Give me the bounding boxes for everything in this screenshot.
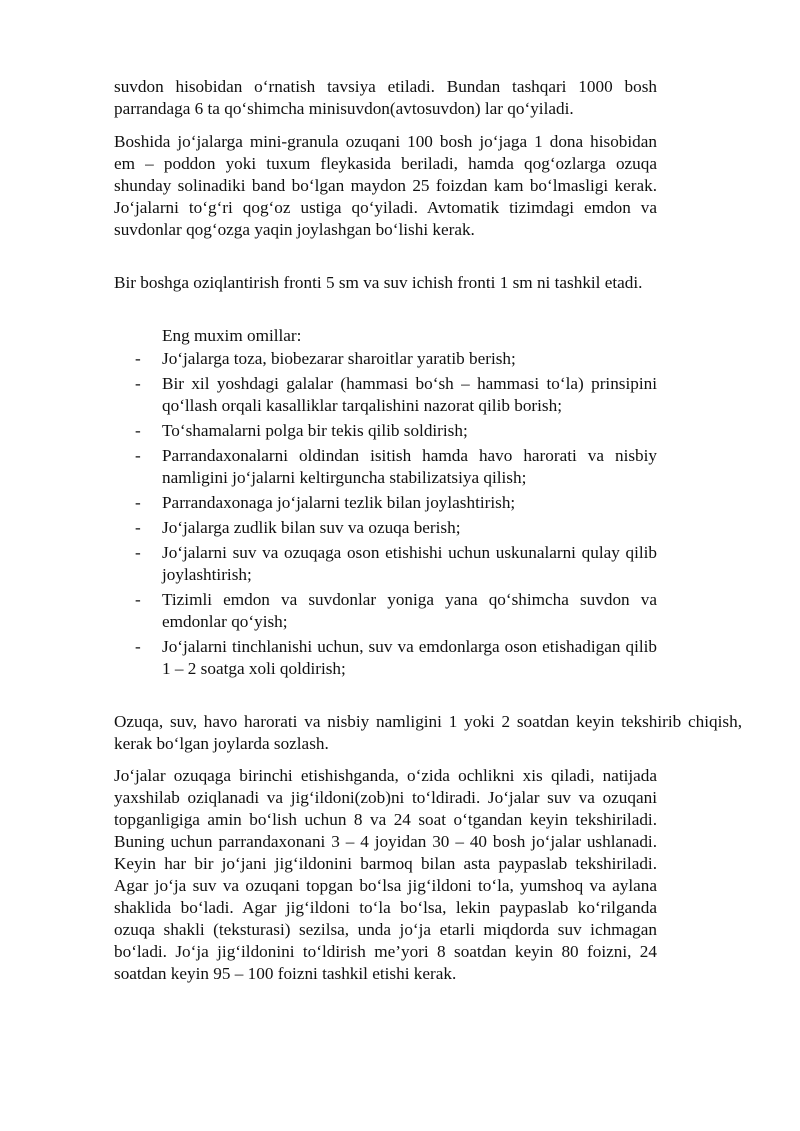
list-item <box>114 445 657 489</box>
list-marker: - <box>135 543 141 562</box>
list-marker: - <box>135 493 141 512</box>
list-marker: - <box>135 637 141 656</box>
list-item-text: Parrandaxonaga jo‘jalarni tezlik bilan joylashtirish; <box>162 493 516 512</box>
list-item <box>114 492 657 514</box>
list-item-text: Parrandaxonalarni oldindan isitish hamda havo harorati va nisbiy namligini jo‘jalarni keltirguncha stabilizatsiya qilish; <box>162 446 657 487</box>
paragraph-feeding-front: Bir boshga oziqlantirish fronti 5 sm va suv ichish fronti 1 sm ni tashkil etadi. <box>114 273 643 292</box>
paragraph-feeding: Boshida jo‘jalarga mini-granula ozuqani 100 bosh jo‘jaga 1 dona hisobidan em – poddon yoki tuxum fleykasida beriladi, hamda qog‘ozlarga ozuqa shunday solinadiki band bo‘lgan maydon 25 foizdan kam bo‘lmasligi kerak. Jo‘jalarni to‘g‘ri qog‘oz ustiga qo‘yiladi. Avtomatik tizimdagi emdon va suvdonlar qog‘ozga yaqin joylashgan bo‘lishi kerak. <box>114 132 657 239</box>
list-heading: Eng muxim omillar: <box>162 326 302 345</box>
list-item-text: Tizimli emdon va suvdonlar yoniga yana qo‘shimcha suvdon va emdonlar qo‘yish; <box>162 590 657 631</box>
list-marker: - <box>135 421 141 440</box>
paragraph-continuation: suvdon hisobidan o‘rnatish tavsiya etiladi. Bundan tashqari 1000 bosh parrandaga 6 ta qo‘shimcha minisuvdon(avtosuvdon) lar qo‘yiladi. <box>114 77 657 118</box>
list-item-text: To‘shamalarni polga bir tekis qilib soldirish; <box>162 421 468 440</box>
list-item-text: Jo‘jalarni tinchlanishi uchun, suv va emdonlarga oson etishadigan qilib 1 – 2 soatga xoli qoldirish; <box>162 637 657 678</box>
list-item-text: Bir xil yoshdagi galalar (hammasi bo‘sh – hammasi to‘la) prinsipini qo‘llash orqali kasalliklar tarqalishini nazorat qilib borish; <box>162 374 657 415</box>
list-item <box>114 420 657 442</box>
list-item-text: Jo‘jalarga zudlik bilan suv va ozuqa berish; <box>162 518 461 537</box>
list-item <box>114 348 657 370</box>
key-factors-list <box>114 348 657 683</box>
list-item-text: Jo‘jalarga toza, biobezarar sharoitlar yaratib berish; <box>162 349 516 368</box>
list-marker: - <box>135 446 141 465</box>
list-marker: - <box>135 374 141 393</box>
paragraph-crop-check: Jo‘jalar ozuqaga birinchi etishishganda, o‘zida ochlikni xis qiladi, natijada yaxshilab oziqlanadi va jig‘ildoni(zob)ni to‘ldiradi. Jo‘jalar suv va ozuqani topganligiga amin bo‘lish uchun 8 va 24 soat o‘tgandan keyin tekshiriladi. Buning uchun parrandaxonani 3 – 4 joyidan 30 – 40 bosh jo‘jalar ushlanadi. Keyin har bir jo‘jani jig‘ildonini barmoq bilan asta paypaslab tekshiriladi. Agar jo‘ja suv va ozuqani topgan bo‘lsa jig‘ildoni to‘la, yumshoq va aylana shaklida bo‘ladi. Agar jig‘ildoni to‘la bo‘lsa, lekin paypaslab ko‘rilganda ozuqa shakli (teksturasi) sezilsa, unda jo‘ja etarli miqdorda suv ichmagan bo‘ladi. Jo‘ja jig‘ildonini to‘ldirish me’yori 8 soatdan keyin 80 foizni, 24 soatdan keyin 95 – 100 foizni tashkil etishi kerak. <box>114 766 657 983</box>
list-item <box>114 373 657 417</box>
list-item <box>114 589 657 633</box>
list-item <box>114 517 657 539</box>
list-item-text: Jo‘jalarni suv va ozuqaga oson etishishi uchun uskunalarni qulay qilib joylashtirish; <box>162 543 657 584</box>
list-item <box>114 542 657 586</box>
list-marker: - <box>135 518 141 537</box>
list-marker: - <box>135 349 141 368</box>
list-marker: - <box>135 590 141 609</box>
paragraph-check: Ozuqa, suv, havo harorati va nisbiy namligini 1 yoki 2 soatdan keyin tekshirib chiqish, kerak bo‘lgan joylarda sozlash. <box>114 712 742 753</box>
list-item <box>114 636 657 680</box>
